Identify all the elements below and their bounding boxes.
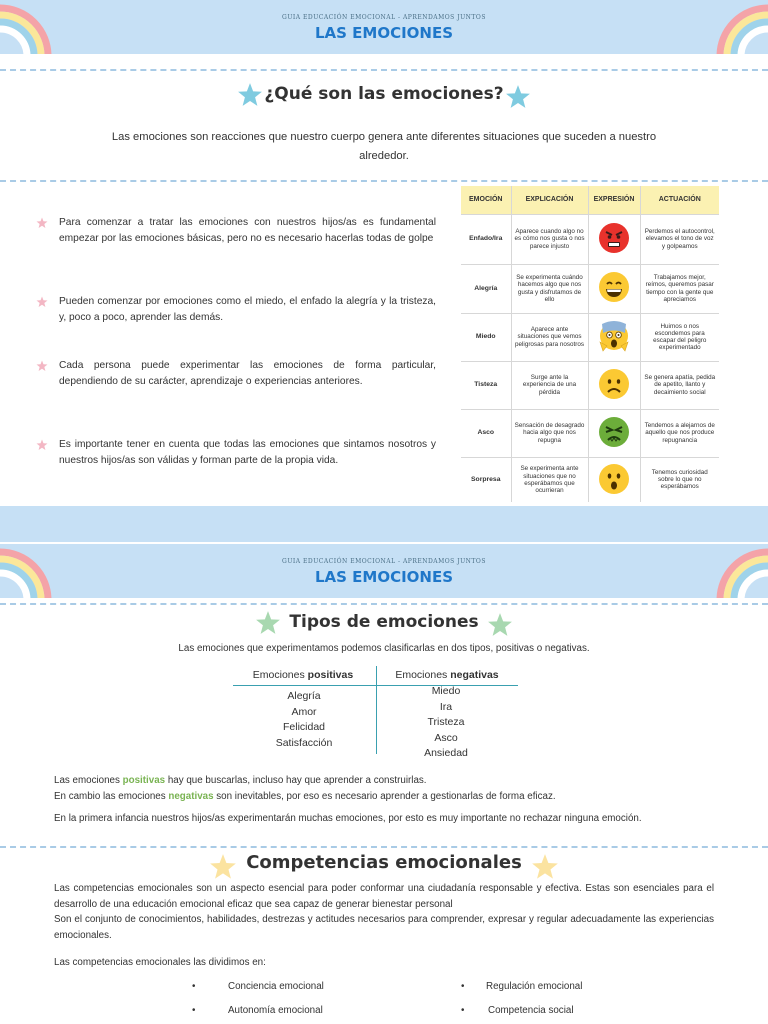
emotion-explanation: Surge ante la experiencia de una pérdida: [511, 361, 588, 409]
table-row: [461, 313, 719, 361]
negative-emotion: Asco: [434, 732, 458, 744]
pink-star-icon: [36, 296, 48, 308]
emotion-action: Huimos o nos escondemos para escapar del peligro experimentado: [640, 313, 719, 361]
emotion-name: Alegría: [461, 264, 511, 313]
emotion-explanation: Aparece ante situaciones que vemos peligrosas para nosotros: [511, 313, 588, 361]
positive-emotion: Satisfacción: [275, 737, 333, 749]
bullet-text: Cada persona puede experimentar las emociones de forma particular, dependiendo de su carácter, aprendizaje o experiencias anteriores.: [59, 360, 436, 387]
header-subtitle: GUIA EDUCACIÓN EMOCIONAL - APRENDAMOS JUNTOS: [282, 14, 486, 21]
bullet-text: Para comenzar a tratar las emociones con nuestros hijos/as es fundamental empezar por las emociones básicas, pero no es necesario hacerlas todas de golpe: [59, 217, 436, 244]
page2-header-banner: [0, 544, 768, 598]
bullet-dot: •: [461, 981, 465, 992]
negative-emotion: Ansiedad: [424, 747, 468, 759]
emotion-action: Se genera apatía, pedida de apetito, llanto y decaimiento social: [640, 361, 719, 409]
competencia-item: Regulación emocional: [486, 981, 583, 992]
types-heading: Tipos de emociones: [289, 612, 479, 632]
positive-emotion: Alegría: [287, 690, 321, 702]
page-separator: [0, 506, 768, 542]
emotion-action: Perdemos el autocontrol, elevamos el tono de voz y golpeamos: [640, 214, 719, 264]
emotion-name: Asco: [461, 409, 511, 457]
angry-face-icon: [598, 222, 630, 254]
types-intro: Las emociones que experimentamos podemos clasificarlas en dos tipos, positivas o negativas.: [178, 643, 590, 654]
emotions-table: [461, 186, 719, 502]
divider: [0, 846, 768, 848]
bullet-dot: •: [192, 1005, 196, 1016]
sad-face-icon: [598, 368, 630, 400]
divider: [0, 180, 768, 182]
table-row: [461, 457, 719, 502]
pink-star-icon: [36, 439, 48, 451]
table-header-expression: EXPRESIÓN: [588, 186, 640, 214]
bullet-item: [36, 215, 436, 246]
page1-heading: ¿Qué son las emociones?: [264, 84, 504, 104]
competencias-intro: Las competencias emocionales las dividimos en:: [54, 957, 266, 968]
bullet-text: Pueden comenzar por emociones como el miedo, el enfado la alegría y la tristeza, y, poco a poco, aprender las demás.: [59, 296, 436, 323]
emotion-action: Tenemos curiosidad sobre lo que no esperábamos: [640, 457, 719, 502]
emotion-name: Sorpresa: [461, 457, 511, 502]
competencia-item: Conciencia emocional: [228, 981, 324, 992]
negative-note: En cambio las emociones negativas son inevitables, por eso es necesario aprender a gestionarlas de forma eficaz.: [54, 791, 556, 802]
disgusted-face-icon: [598, 416, 630, 448]
emotion-explanation: Aparece cuando algo no es cómo nos gusta o nos parece injusto: [511, 214, 588, 264]
bullet-item: [36, 294, 436, 325]
competencias-description: Las competencias emocionales son un aspecto esencial para poder conformar una ciudadanía responsable y efectiva. Estas son esenciales para el desarrollo de una educación emocional eficaz que sea capaz de generar bienestar personal Son el conjunto de conocimientos, habilidades, destrezas y actitudes necesarios para comprender, expresar y regular adecuadamente las experiencias emocionales.: [54, 883, 714, 941]
emotion-name: Miedo: [461, 313, 511, 361]
emotion-action: Tendemos a alejarnos de aquello que nos produce repugnancia: [640, 409, 719, 457]
positive-emotion: Amor: [291, 706, 317, 718]
grinning-face-icon: [598, 271, 630, 303]
bullet-item: [36, 358, 436, 389]
table-row: [461, 214, 719, 264]
positive-note: Las emociones positivas hay que buscarlas, incluso hay que aprender a construirlas.: [54, 775, 427, 786]
negative-emotion: Tristeza: [427, 716, 465, 728]
bullet-text: Es importante tener en cuenta que todas las emociones que sintamos nosotros y nuestros hijos/as son válidas y forman parte de la propia vida.: [59, 439, 436, 466]
divider: [0, 69, 768, 71]
emotion-name: Tisteza: [461, 361, 511, 409]
header-title: LAS EMOCIONES: [314, 24, 454, 42]
star-right-icon: [486, 612, 514, 638]
table-row: [461, 361, 719, 409]
divider: [0, 603, 768, 605]
competencia-item: Competencia social: [488, 1005, 574, 1016]
positive-column-header: Emociones positivas: [252, 669, 354, 681]
table-header-explanation: EXPLICACIÓN: [511, 186, 588, 214]
emotion-action: Trabajamos mejor, reímos, queremos pasar tiempo con la gente que apreciamos: [640, 264, 719, 313]
table-row: [461, 409, 719, 457]
header-title: LAS EMOCIONES: [314, 568, 454, 586]
infancy-note: En la primera infancia nuestros hijos/as experimentarán muchas emociones, por esto es muy importante no rechazar ninguna emoción.: [54, 813, 642, 824]
page1-intro: Las emociones son reacciones que nuestro cuerpo genera ante diferentes situaciones que suceden a nuestro alrededor.: [111, 131, 657, 162]
negative-emotion: Ira: [439, 701, 453, 713]
competencias-heading: Competencias emocionales: [246, 852, 522, 873]
star-right-icon: [530, 853, 560, 881]
negative-column-header: Emociones negativas: [395, 669, 499, 681]
bullet-dot: •: [192, 981, 196, 992]
emotion-name: Enfado/Ira: [461, 214, 511, 264]
star-right-icon: [504, 84, 532, 110]
table-row: [461, 264, 719, 313]
screaming-face-icon: [598, 320, 630, 352]
table-header-emotion: EMOCIÓN: [461, 186, 511, 214]
negative-emotion: Miedo: [431, 685, 461, 697]
bullet-item: [36, 437, 436, 468]
emotion-explanation: Se experimenta ante situaciones que no esperábamos que ocurrieran: [511, 457, 588, 502]
pink-star-icon: [36, 360, 48, 372]
surprised-face-icon: [598, 463, 630, 495]
page1-header-banner: [0, 0, 768, 54]
bullet-dot: •: [461, 1005, 465, 1016]
competencia-item: Autonomía emocional: [228, 1005, 323, 1016]
header-subtitle: GUIA EDUCACIÓN EMOCIONAL - APRENDAMOS JUNTOS: [282, 558, 486, 565]
pink-star-icon: [36, 217, 48, 229]
emotion-explanation: Sensación de desagrado hacia algo que nos repugna: [511, 409, 588, 457]
table-header-action: ACTUACIÓN: [640, 186, 719, 214]
positive-emotion: Felicidad: [282, 721, 326, 733]
emotion-explanation: Se experimenta cuándo hacemos algo que nos gusta y disfrutamos de ello: [511, 264, 588, 313]
